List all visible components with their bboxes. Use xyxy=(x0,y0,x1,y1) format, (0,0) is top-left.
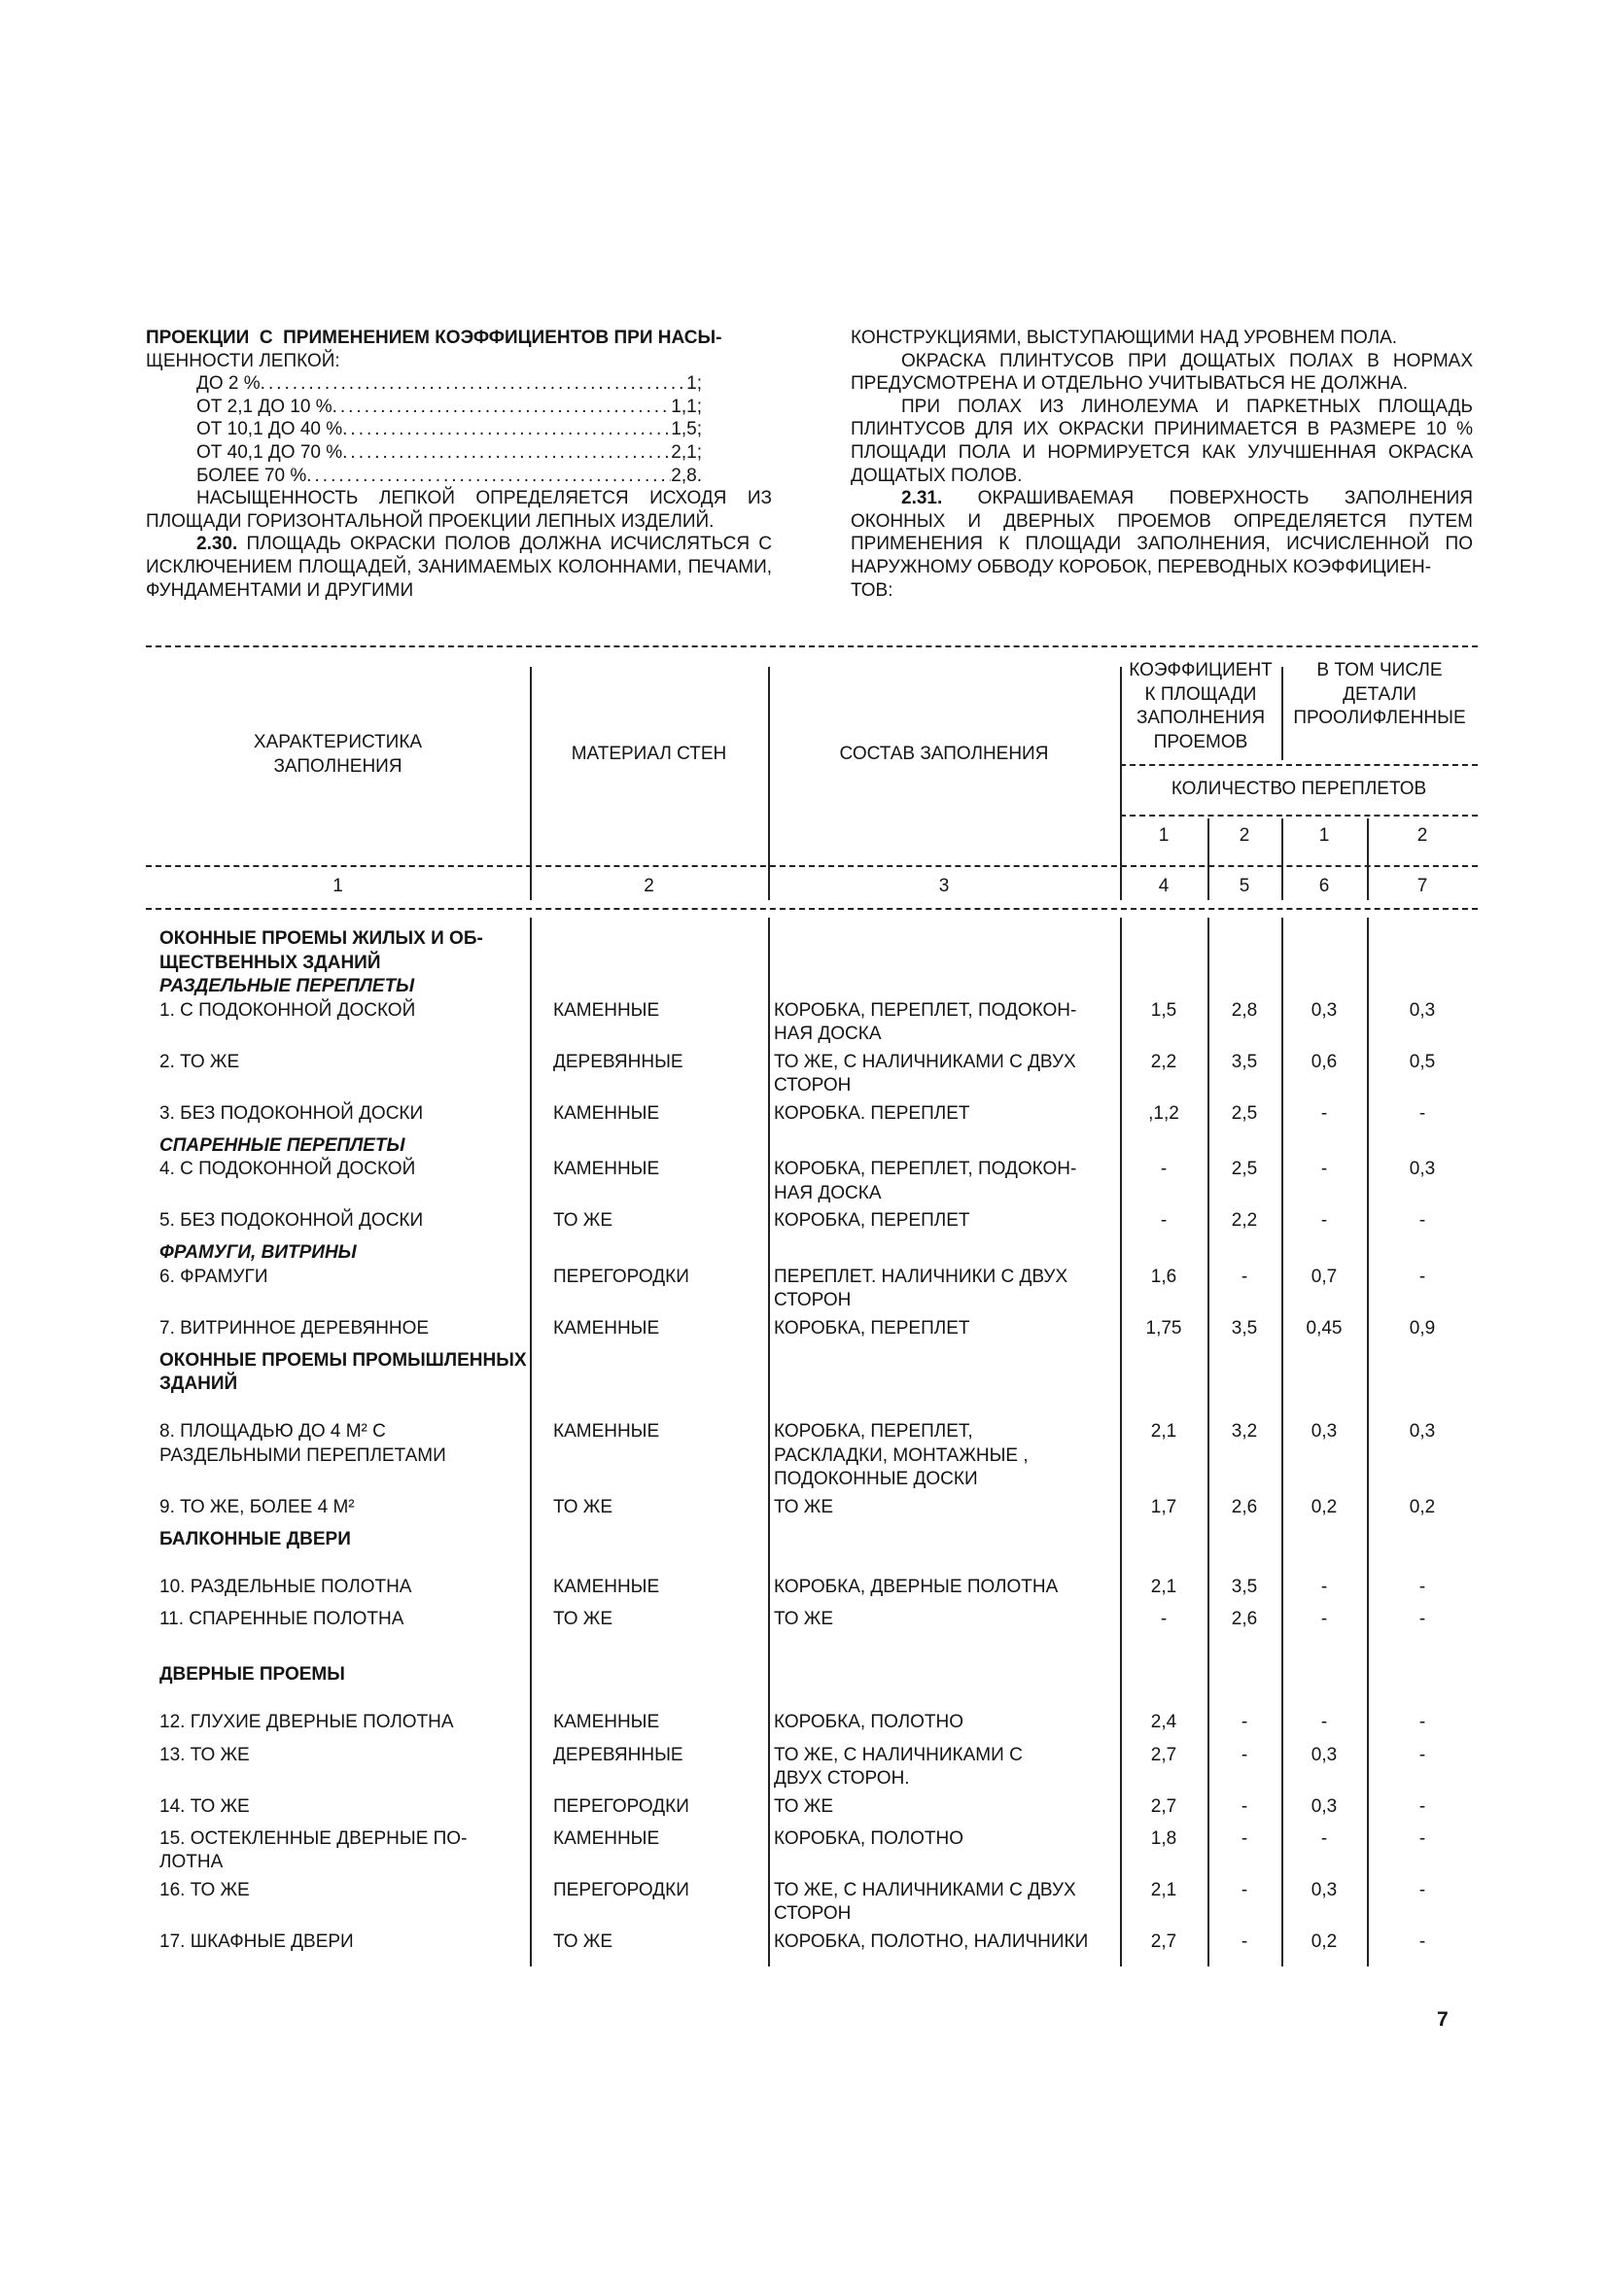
intro-line: ЩЕННОСТИ ЛЕПКОЙ: xyxy=(146,350,340,371)
row-coefficient-value: 0,9 xyxy=(1409,1317,1436,1339)
row-composition: КОРОБКА, ПЕРЕПЛЕТ, ПОДОКОН- НАЯ ДОСКА xyxy=(774,1159,1077,1203)
ratio-label: ОТ 10,1 ДО 40 % xyxy=(196,419,343,440)
intro-line: ПРОЕКЦИИ С ПРИМЕНЕНИЕМ КОЭФФИЦИЕНТОВ ПРИ НАСЫ- xyxy=(146,328,722,348)
row-coefficient-value: - xyxy=(1241,1712,1248,1733)
row-characteristic: 15. ОСТЕКЛЕННЫЕ ДВЕРНЫЕ ПО- ЛОТНА xyxy=(159,1827,468,1873)
header-composition: СОСТАВ ЗАПОЛНЕНИЯ xyxy=(839,744,1049,764)
row-wall-material: ДЕРЕВЯННЫЕ xyxy=(553,1051,683,1072)
row-coefficient-value: 2,4 xyxy=(1150,1712,1177,1733)
row-characteristic: 17. ШКАФНЫЕ ДВЕРИ xyxy=(159,1931,354,1952)
column-divider xyxy=(768,918,770,1966)
row-coefficient-value: 0,3 xyxy=(1311,1879,1338,1900)
header-frame-number: 2 xyxy=(1239,825,1250,846)
row-coefficient-value: 0,3 xyxy=(1311,999,1338,1021)
row-coefficient-value: 0,3 xyxy=(1409,999,1436,1021)
saturation-ratio-row xyxy=(146,441,702,465)
row-coefficient-value: - xyxy=(1160,1608,1168,1629)
row-characteristic: 10. РАЗДЕЛЬНЫЕ ПОЛОТНА xyxy=(159,1576,412,1597)
row-wall-material: КАМЕННЫЕ xyxy=(553,1712,660,1733)
header-frames-count: КОЛИЧЕСТВО ПЕРЕПЛЕТОВ xyxy=(1171,779,1427,799)
row-characteristic: 1. С ПОДОКОННОЙ ДОСКОЙ xyxy=(159,999,416,1021)
row-characteristic: 6. ФРАМУГИ xyxy=(159,1266,268,1287)
right-text-column xyxy=(851,327,1473,602)
row-coefficient-value: - xyxy=(1160,1210,1168,1232)
row-coefficient-value: 2,1 xyxy=(1150,1879,1177,1900)
continuation-text: КОНСТРУКЦИЯМИ, ВЫСТУПАЮЩИМИ НАД УРОВНЕМ ПОЛА. xyxy=(851,328,1398,348)
column-number: 7 xyxy=(1416,876,1428,896)
row-composition: КОРОБКА, ПОЛОТНО, НАЛИЧНИКИ xyxy=(774,1931,1089,1952)
row-coefficient-value: 2,7 xyxy=(1150,1931,1177,1952)
ratio-label: БОЛЕЕ 70 % xyxy=(196,465,307,486)
row-characteristic: 5. БЕЗ ПОДОКОННОЙ ДОСКИ xyxy=(159,1210,424,1232)
row-coefficient-value: - xyxy=(1320,1210,1328,1232)
header-subrule xyxy=(1120,815,1478,817)
header-frame-number: 1 xyxy=(1158,825,1170,846)
row-coefficient-value: - xyxy=(1418,1102,1426,1124)
row-composition: ТО ЖЕ, С НАЛИЧНИКАМИ С ДВУХ СТОРОН. xyxy=(774,1744,1023,1790)
table-rule xyxy=(146,908,1478,910)
row-coefficient-value: - xyxy=(1320,1576,1328,1597)
row-characteristic: 3. БЕЗ ПОДОКОННОЙ ДОСКИ xyxy=(159,1102,424,1124)
ratio-value: 1; xyxy=(686,373,702,395)
table-rule xyxy=(146,645,1478,647)
ratio-value: 2,8. xyxy=(671,465,702,486)
row-composition: КОРОБКА, ПЕРЕПЛЕТ xyxy=(774,1210,970,1232)
row-composition: ТО ЖЕ xyxy=(774,1608,834,1629)
column-number: 6 xyxy=(1318,876,1330,896)
dot-leader xyxy=(342,441,671,465)
row-coefficient-value: 2,2 xyxy=(1231,1210,1258,1232)
plinth-paragraph-2: ПРИ ПОЛАХ ИЗ ЛИНОЛЕУМА И ПАРКЕТНЫХ ПЛОЩАДЬ ПЛИНТУСОВ ДЛЯ ИХ ОКРАСКИ ПРИНИМАЕТСЯ В РАЗМЕРЕ 10 % ПЛОЩАДИ ПОЛА И НОРМИРУЕТСЯ КАК УЛУЧШЕННАЯ ОКРАСКА ДОЩАТЫХ ПОЛОВ. xyxy=(851,396,1473,486)
row-composition: КОРОБКА. ПЕРЕПЛЕТ xyxy=(774,1102,970,1124)
row-coefficient-value: - xyxy=(1241,1795,1248,1817)
row-coefficient-value: - xyxy=(1418,1744,1426,1765)
column-divider xyxy=(1281,818,1283,900)
row-coefficient-value: - xyxy=(1418,1931,1426,1952)
row-characteristic: 14. ТО ЖЕ xyxy=(159,1795,250,1817)
row-coefficient-value: - xyxy=(1418,1827,1426,1849)
header-characteristic: ХАРАКТЕРИСТИКА ЗАПОЛНЕНИЯ xyxy=(253,732,423,777)
column-number: 2 xyxy=(644,876,654,896)
row-characteristic: 7. ВИТРИННОЕ ДЕРЕВЯННОЕ xyxy=(159,1317,430,1339)
row-coefficient-value: - xyxy=(1418,1795,1426,1817)
header-coefficient: КОЭФФИЦИЕНТ К ПЛОЩАДИ ЗАПОЛНЕНИЯ ПРОЕМОВ xyxy=(1129,660,1273,752)
ratio-label: ОТ 40,1 ДО 70 % xyxy=(196,441,343,463)
row-wall-material: КАМЕННЫЕ xyxy=(553,999,660,1021)
row-coefficient-value: 0,3 xyxy=(1311,1795,1338,1817)
row-coefficient-value: - xyxy=(1418,1576,1426,1597)
row-coefficient-value: 0,3 xyxy=(1311,1744,1338,1765)
row-coefficient-value: - xyxy=(1320,1712,1328,1733)
row-coefficient-value: 3,5 xyxy=(1231,1051,1258,1072)
row-coefficient-value: 3,2 xyxy=(1231,1421,1258,1443)
row-coefficient-value: 2,5 xyxy=(1231,1159,1258,1180)
row-characteristic: 12. ГЛУХИЕ ДВЕРНЫЕ ПОЛОТНА xyxy=(159,1712,454,1733)
row-wall-material: КАМЕННЫЕ xyxy=(553,1827,660,1849)
row-characteristic: 13. ТО ЖЕ xyxy=(159,1744,250,1765)
row-composition: КОРОБКА, ПЕРЕПЛЕТ, РАСКЛАДКИ, МОНТАЖНЫЕ , ПОДОКОННЫЕ ДОСКИ xyxy=(774,1421,1029,1490)
column-divider xyxy=(530,667,532,900)
section-heading: БАЛКОННЫЕ ДВЕРИ xyxy=(159,1528,351,1549)
row-coefficient-value: 2,6 xyxy=(1231,1608,1258,1629)
ratio-value: 2,1; xyxy=(671,441,702,463)
saturation-ratio-row xyxy=(146,465,702,488)
row-characteristic: 9. ТО ЖЕ, БОЛЕЕ 4 М² xyxy=(159,1496,355,1517)
row-coefficient-value: - xyxy=(1320,1827,1328,1849)
dot-leader xyxy=(342,418,671,441)
row-coefficient-value: 2,1 xyxy=(1150,1576,1177,1597)
header-material: МАТЕРИАЛ СТЕН xyxy=(571,744,727,764)
row-coefficient-value: 0,3 xyxy=(1409,1159,1436,1180)
section-2-30-paragraph: 2.30. ПЛОЩАДЬ ОКРАСКИ ПОЛОВ ДОЛЖНА ИСЧИСЛЯТЬСЯ С ИСКЛЮЧЕНИЕМ ПЛОЩАДЕЙ, ЗАНИМАЕМЫХ КОЛОННАМИ, ПЕЧАМИ, ФУНДАМЕНТАМИ И ДРУГИМИ xyxy=(146,534,772,601)
row-coefficient-value: 1,5 xyxy=(1150,999,1177,1021)
section-heading: ОКОННЫЕ ПРОЕМЫ ЖИЛЫХ И ОБ- ЩЕСТВЕННЫХ ЗДАНИЙ xyxy=(159,928,483,973)
row-coefficient-value: - xyxy=(1418,1608,1426,1629)
section-heading: ОКОННЫЕ ПРОЕМЫ ПРОМЫШЛЕННЫХ ЗДАНИЙ xyxy=(159,1349,527,1395)
header-frame-number: 1 xyxy=(1318,825,1330,846)
saturation-ratio-row xyxy=(146,396,702,419)
row-composition: КОРОБКА, ПОЛОТНО xyxy=(774,1712,964,1733)
saturation-ratio-list xyxy=(146,372,772,487)
row-coefficient-value: 2,8 xyxy=(1231,999,1258,1021)
subsection-heading: ФРАМУГИ, ВИТРИНЫ xyxy=(159,1242,357,1264)
header-frame-number: 2 xyxy=(1416,825,1428,846)
row-wall-material: ТО ЖЕ xyxy=(553,1931,613,1952)
row-characteristic: 4. С ПОДОКОННОЙ ДОСКОЙ xyxy=(159,1159,416,1180)
dot-leader xyxy=(306,465,671,488)
row-wall-material: КАМЕННЫЕ xyxy=(553,1421,660,1443)
row-coefficient-value: 2,7 xyxy=(1150,1795,1177,1817)
row-coefficient-value: - xyxy=(1418,1266,1426,1287)
row-wall-material: ТО ЖЕ xyxy=(553,1496,613,1517)
section-number: 2.30. xyxy=(196,534,238,555)
row-composition: КОРОБКА, ПОЛОТНО xyxy=(774,1827,964,1849)
row-composition: ПЕРЕПЛЕТ. НАЛИЧНИКИ С ДВУХ СТОРОН xyxy=(774,1266,1068,1311)
row-coefficient-value: - xyxy=(1241,1879,1248,1900)
plinth-paragraph-1: ОКРАСКА ПЛИНТУСОВ ПРИ ДОЩАТЫХ ПОЛАХ В НОРМАХ ПРЕДУСМОТРЕНА И ОТДЕЛЬНО УЧИТЫВАТЬСЯ НЕ ДОЛЖНА. xyxy=(851,350,1473,395)
row-coefficient-value: - xyxy=(1320,1608,1328,1629)
column-divider xyxy=(1367,918,1369,1966)
row-coefficient-value: - xyxy=(1241,1266,1248,1287)
row-wall-material: ТО ЖЕ xyxy=(553,1608,613,1629)
row-coefficient-value: - xyxy=(1160,1159,1168,1180)
row-coefficient-value: 2,2 xyxy=(1150,1051,1177,1072)
row-coefficient-value: - xyxy=(1320,1102,1328,1124)
row-wall-material: ТО ЖЕ xyxy=(553,1210,613,1232)
row-coefficient-value: 3,5 xyxy=(1231,1576,1258,1597)
row-composition: ТО ЖЕ xyxy=(774,1496,834,1517)
ratio-label: ОТ 2,1 ДО 10 % xyxy=(196,396,332,417)
row-characteristic: 2. ТО ЖЕ xyxy=(159,1051,240,1072)
ratio-label: ДО 2 % xyxy=(196,373,261,395)
column-divider xyxy=(1281,667,1283,760)
row-wall-material: ДЕРЕВЯННЫЕ xyxy=(553,1744,683,1765)
ratio-value: 1,5; xyxy=(671,419,702,440)
row-wall-material: КАМЕННЫЕ xyxy=(553,1576,660,1597)
header-subrule xyxy=(1120,764,1478,766)
row-composition: КОРОБКА, ПЕРЕПЛЕТ xyxy=(774,1317,970,1339)
row-composition: ТО ЖЕ, С НАЛИЧНИКАМИ С ДВУХ СТОРОН xyxy=(774,1879,1076,1925)
row-coefficient-value: 0,2 xyxy=(1409,1496,1436,1517)
section-heading: ДВЕРНЫЕ ПРОЕМЫ xyxy=(159,1664,345,1686)
row-wall-material: КАМЕННЫЕ xyxy=(553,1159,660,1180)
column-divider xyxy=(1281,918,1283,1966)
ratio-value: 1,1; xyxy=(671,396,702,417)
row-coefficient-value: 1,75 xyxy=(1145,1317,1182,1339)
row-composition: КОРОБКА, ПЕРЕПЛЕТ, ПОДОКОН- НАЯ ДОСКА xyxy=(774,999,1077,1044)
row-coefficient-value: - xyxy=(1418,1210,1426,1232)
row-characteristic: 16. ТО ЖЕ xyxy=(159,1879,250,1900)
row-coefficient-value: 0,5 xyxy=(1409,1051,1436,1072)
subsection-heading: РАЗДЕЛЬНЫЕ ПЕРЕПЛЕТЫ xyxy=(159,976,415,996)
row-coefficient-value: - xyxy=(1418,1879,1426,1900)
row-coefficient-value: - xyxy=(1418,1712,1426,1733)
row-wall-material: ПЕРЕГОРОДКИ xyxy=(553,1795,689,1817)
row-coefficient-value: - xyxy=(1241,1827,1248,1849)
row-composition: ТО ЖЕ xyxy=(774,1795,834,1817)
row-coefficient-value: 2,5 xyxy=(1231,1102,1258,1124)
column-divider xyxy=(530,918,532,1966)
row-wall-material: ПЕРЕГОРОДКИ xyxy=(553,1266,689,1287)
column-number: 3 xyxy=(938,876,950,896)
row-composition: ТО ЖЕ, С НАЛИЧНИКАМИ С ДВУХ СТОРОН xyxy=(774,1051,1076,1096)
row-coefficient-value: - xyxy=(1320,1159,1328,1180)
row-coefficient-value: 0,2 xyxy=(1311,1496,1338,1517)
row-coefficient-value: 0,7 xyxy=(1311,1266,1338,1287)
saturation-ratio-row xyxy=(146,418,702,441)
subsection-heading: СПАРЕННЫЕ ПЕРЕПЛЕТЫ xyxy=(159,1134,405,1156)
table-rule xyxy=(146,865,1478,867)
row-coefficient-value: - xyxy=(1241,1744,1248,1765)
dot-leader xyxy=(332,396,672,419)
row-coefficient-value: 0,45 xyxy=(1306,1317,1343,1339)
row-coefficient-value: 2,7 xyxy=(1150,1744,1177,1765)
section-2-31-paragraph: 2.31. ОКРАШИВАЕМАЯ ПОВЕРХНОСТЬ ЗАПОЛНЕНИЯ ОКОННЫХ И ДВЕРНЫХ ПРОЕМОВ ОПРЕДЕЛЯЕТСЯ ПУТЕМ ПРИМЕНЕНИЯ К ПЛОЩАДИ ЗАПОЛНЕНИЯ, ИСЧИСЛЕННОЙ ПО НАРУЖНОМУ ОБВОДУ КОРОБОК, ПЕРЕВОДНЫХ КОЭФФИЦИЕН- xyxy=(851,488,1473,577)
row-wall-material: КАМЕННЫЕ xyxy=(553,1102,660,1124)
row-coefficient-value: 2,6 xyxy=(1231,1496,1258,1517)
column-divider xyxy=(1120,667,1122,900)
section-2-31-tail: ТОВ: xyxy=(851,579,893,601)
row-coefficient-value: 3,5 xyxy=(1231,1317,1258,1339)
left-text-column xyxy=(146,327,772,602)
column-divider xyxy=(1207,918,1209,1966)
section-number: 2.31. xyxy=(901,488,943,509)
row-composition: КОРОБКА, ДВЕРНЫЕ ПОЛОТНА xyxy=(774,1576,1059,1597)
column-number: 4 xyxy=(1158,876,1170,896)
row-wall-material: ПЕРЕГОРОДКИ xyxy=(553,1879,689,1900)
column-number: 1 xyxy=(332,876,343,896)
dot-leader xyxy=(261,372,686,396)
column-divider xyxy=(1120,918,1122,1966)
row-coefficient-value: 0,3 xyxy=(1311,1421,1338,1443)
row-characteristic: 8. ПЛОЩАДЬЮ ДО 4 М² С РАЗДЕЛЬНЫМИ ПЕРЕПЛЕТАМИ xyxy=(159,1421,446,1466)
column-divider xyxy=(768,667,770,900)
row-coefficient-value: - xyxy=(1241,1931,1248,1952)
column-number: 5 xyxy=(1239,876,1250,896)
row-characteristic: 11. СПАРЕННЫЕ ПОЛОТНА xyxy=(159,1608,404,1629)
row-wall-material: КАМЕННЫЕ xyxy=(553,1317,660,1339)
row-coefficient-value: 1,6 xyxy=(1150,1266,1177,1287)
row-coefficient-value: 1,7 xyxy=(1150,1496,1177,1517)
row-coefficient-value: 1,8 xyxy=(1150,1827,1177,1849)
saturation-paragraph: НАСЫЩЕННОСТЬ ЛЕПКОЙ ОПРЕДЕЛЯЕТСЯ ИСХОДЯ ИЗ ПЛОЩАДИ ГОРИЗОНТАЛЬНОЙ ПРОЕКЦИИ ЛЕПНЫХ ИЗДЕЛИЙ. xyxy=(146,488,772,532)
row-coefficient-value: 0,2 xyxy=(1311,1931,1338,1952)
row-coefficient-value: 0,3 xyxy=(1409,1421,1436,1443)
saturation-ratio-row xyxy=(146,372,702,396)
row-coefficient-value: 2,1 xyxy=(1150,1421,1177,1443)
row-coefficient-value: ,1,2 xyxy=(1148,1102,1179,1124)
row-coefficient-value: 0,6 xyxy=(1311,1051,1338,1072)
column-divider xyxy=(1367,818,1369,900)
header-including: В ТОМ ЧИСЛЕ ДЕТАЛИ ПРООЛИФЛЕННЫЕ xyxy=(1293,660,1466,728)
column-divider xyxy=(1207,818,1209,900)
page-number: 7 xyxy=(1437,2008,1449,2031)
